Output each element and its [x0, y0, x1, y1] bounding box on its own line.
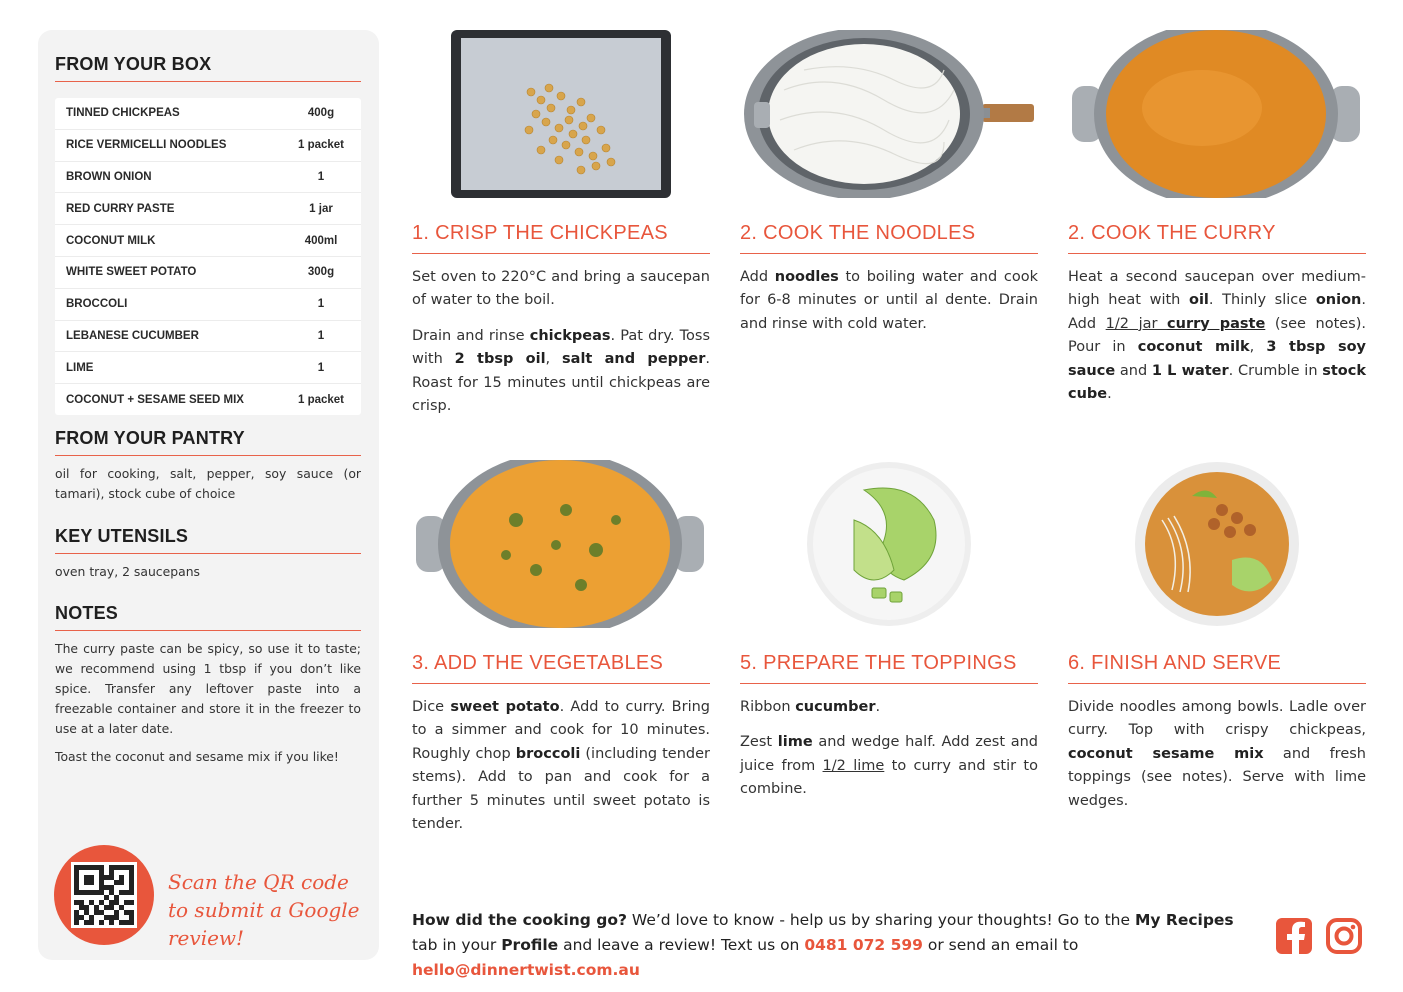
text-run: (see notes). Pour in	[1068, 315, 1366, 356]
ingredient-name: RED CURRY PASTE	[66, 202, 175, 215]
text-run: noodles	[774, 269, 839, 285]
text-run: Drain and rinse	[412, 327, 530, 344]
step-3-title: 2. COOK THE CURRY	[1068, 222, 1366, 254]
step-paragraph	[412, 696, 710, 836]
text-run: Profile	[501, 936, 559, 954]
chickpeas-on-tray-image	[412, 30, 710, 198]
text-run: and leave a review! Text us on	[558, 936, 805, 954]
text-run: Set oven to 220°C and bring a saucepan of water to the boil.	[412, 269, 710, 309]
ingredient-row	[55, 225, 361, 257]
ingredient-qty: 1 packet	[297, 393, 345, 406]
text-run: . Thinly slice	[1208, 292, 1316, 309]
text-run: Dice	[412, 699, 451, 715]
step-paragraph	[740, 696, 1038, 719]
step-4-body	[412, 696, 710, 836]
step-3	[1068, 222, 1366, 406]
text-run: coconut sesame mix	[1068, 745, 1264, 762]
text-run: to boiling water and cook for 6-8 minutes or until al dente. Drain and rinse with cold water.	[740, 269, 1038, 332]
text-run: Zest	[740, 734, 778, 751]
text-run: onion	[1315, 292, 1362, 309]
step-4	[412, 652, 710, 836]
box-title: FROM YOUR BOX	[55, 54, 361, 82]
step-6-body	[1068, 696, 1366, 813]
ingredient-name: COCONUT + SESAME SEED MIX	[66, 393, 244, 406]
text-run: We’d love to know - help us by sharing your thoughts! Go to the	[626, 911, 1135, 929]
ingredient-qty: 300g	[307, 266, 335, 279]
text-run: and	[1115, 362, 1152, 379]
text-run: ,	[1249, 339, 1267, 356]
utensils-text: oven tray, 2 saucepans	[55, 564, 201, 579]
curry-in-pot-image	[1068, 30, 1366, 198]
step-6	[1068, 652, 1366, 813]
text-run: . Add to curry. Bring to a simmer and cook for 10 minutes. Roughly chop	[412, 699, 711, 762]
text-run: and wedge half. Add zest and juice from	[740, 734, 1039, 774]
step-1-title: 1. CRISP THE CHICKPEAS	[412, 222, 710, 254]
ingredient-name: LEBANESE CUCUMBER	[66, 329, 199, 342]
ingredient-row	[55, 321, 361, 353]
text-run: salt and pepper	[562, 351, 706, 368]
text-run: . Pat dry. Toss with	[412, 327, 710, 368]
text-run: curry paste	[1167, 315, 1266, 332]
ingredient-name: COCONUT MILK	[66, 234, 156, 247]
ingredient-qty: 400g	[307, 107, 335, 120]
text-run: 1/2 lime	[822, 757, 885, 774]
qr-code-icon[interactable]	[71, 862, 137, 928]
qr-badge[interactable]	[54, 845, 154, 945]
step-paragraph	[412, 325, 710, 419]
text-run: 1 L water	[1151, 362, 1229, 379]
text-run: oil	[1189, 292, 1209, 309]
contact-link[interactable]: 0481 072 599	[804, 936, 923, 954]
ingredient-qty: 1	[317, 298, 325, 311]
ingredients-panel	[38, 30, 379, 960]
ingredient-qty: 1 jar	[309, 202, 333, 215]
utensils-section	[55, 526, 361, 582]
step-2	[740, 222, 1038, 336]
instagram-icon[interactable]	[1325, 917, 1363, 955]
utensils-title: KEY UTENSILS	[55, 526, 361, 554]
ingredient-row	[55, 289, 361, 321]
text-run: (including tender stems). Add to pan and cook for a further 5 minutes until sweet potato is tender.	[412, 745, 710, 833]
notes-title: NOTES	[55, 603, 361, 631]
cucumber-ribbons-image	[740, 460, 1038, 628]
step-paragraph	[1068, 696, 1366, 813]
ingredient-row	[55, 193, 361, 225]
text-run: 3 tbsp soy sauce	[1068, 339, 1366, 379]
pantry-title: FROM YOUR PANTRY	[55, 428, 361, 456]
step-5	[740, 652, 1038, 802]
noodles-in-strainer-image	[740, 30, 1038, 198]
text-run: 2 tbsp oil	[454, 351, 546, 368]
text-run: cucumber	[795, 699, 876, 715]
text-run: to curry and stir to combine.	[740, 757, 1038, 798]
text-run: chickpeas	[529, 327, 611, 344]
step-6-title: 6. FINISH AND SERVE	[1068, 652, 1366, 684]
text-run: sweet potato	[450, 699, 560, 715]
ingredient-row	[55, 352, 361, 384]
ingredient-qty: 1	[317, 329, 325, 342]
step-2-title: 2. COOK THE NOODLES	[740, 222, 1038, 254]
text-run: 1/2 jar	[1105, 315, 1168, 332]
text-run: coconut milk	[1137, 339, 1250, 356]
step-5-title: 5. PREPARE THE TOPPINGS	[740, 652, 1038, 684]
text-run: .	[1107, 386, 1112, 403]
step-paragraph	[740, 266, 1038, 336]
step-paragraph	[740, 731, 1038, 801]
box-section	[55, 54, 361, 82]
ingredient-name: RICE VERMICELLI NOODLES	[66, 139, 227, 152]
text-run: or send an email to	[922, 936, 1079, 954]
text-run: . Crumble in	[1228, 362, 1323, 379]
notes-text-1: The curry paste can be spicy, so use it to taste; we recommend using 1 tbsp if you don’t like spice. Transfer any leftover paste into a freezable container and store it in the freezer to use at a later date.	[55, 641, 361, 736]
step-5-body	[740, 696, 1038, 802]
ingredient-name: BROWN ONION	[66, 170, 152, 183]
text-run: Ribbon	[740, 699, 796, 715]
text-run: My Recipes	[1134, 911, 1234, 929]
text-run: . Roast for 15 minutes until chickpeas are crisp.	[412, 351, 711, 415]
text-run: Add	[740, 269, 775, 285]
contact-link[interactable]: hello@dinnertwist.com.au	[412, 961, 640, 979]
step-1	[412, 222, 710, 418]
text-run: and fresh toppings (see notes). Serve with lime wedges.	[1068, 745, 1366, 809]
ingredient-row	[55, 257, 361, 289]
text-run: lime	[777, 734, 813, 751]
pantry-section	[55, 428, 361, 504]
notes-section	[55, 603, 361, 767]
ingredients-table	[55, 98, 361, 415]
text-run: . Add	[1068, 292, 1366, 332]
ingredient-row	[55, 384, 361, 415]
ingredient-row	[55, 162, 361, 194]
ingredient-qty: 1	[317, 170, 325, 183]
text-run: Divide noodles among bowls. Ladle over curry. Top with crispy chickpeas,	[1068, 699, 1366, 739]
step-1-body	[412, 266, 710, 418]
ingredient-qty: 1 packet	[297, 139, 345, 152]
step-paragraph	[412, 266, 710, 313]
ingredient-row	[55, 130, 361, 162]
ingredient-qty: 400ml	[304, 234, 338, 247]
text-run: How did the cooking go?	[412, 911, 627, 929]
review-footer-text	[412, 908, 1262, 983]
ingredient-name: LIME	[66, 361, 94, 374]
ingredient-name: WHITE SWEET POTATO	[66, 266, 197, 279]
text-run: broccoli	[515, 745, 581, 762]
ingredient-name: TINNED CHICKPEAS	[66, 107, 180, 120]
text-run: Heat a second saucepan over medium-high heat with	[1068, 269, 1366, 309]
ingredient-qty: 1	[317, 361, 325, 374]
qr-caption: Scan the QR code to submit a Google review!	[168, 870, 360, 950]
step-3-body	[1068, 266, 1366, 406]
text-run: stock cube	[1068, 362, 1366, 403]
notes-text-2: Toast the coconut and sesame mix if you like!	[55, 749, 339, 764]
text-run: ,	[545, 351, 563, 368]
curry-with-vegetables-image	[412, 460, 710, 628]
ingredient-row	[55, 98, 361, 130]
step-paragraph	[1068, 266, 1366, 406]
text-run: tab in your	[412, 936, 502, 954]
ingredient-name: BROCCOLI	[66, 298, 128, 311]
step-2-body	[740, 266, 1038, 336]
facebook-icon[interactable]	[1275, 917, 1313, 955]
pantry-text: oil for cooking, salt, pepper, soy sauce (or tamari), stock cube of choice	[55, 466, 361, 501]
text-run: .	[875, 699, 881, 715]
step-4-title: 3. ADD THE VEGETABLES	[412, 652, 710, 684]
finished-bowl-image	[1068, 460, 1366, 628]
